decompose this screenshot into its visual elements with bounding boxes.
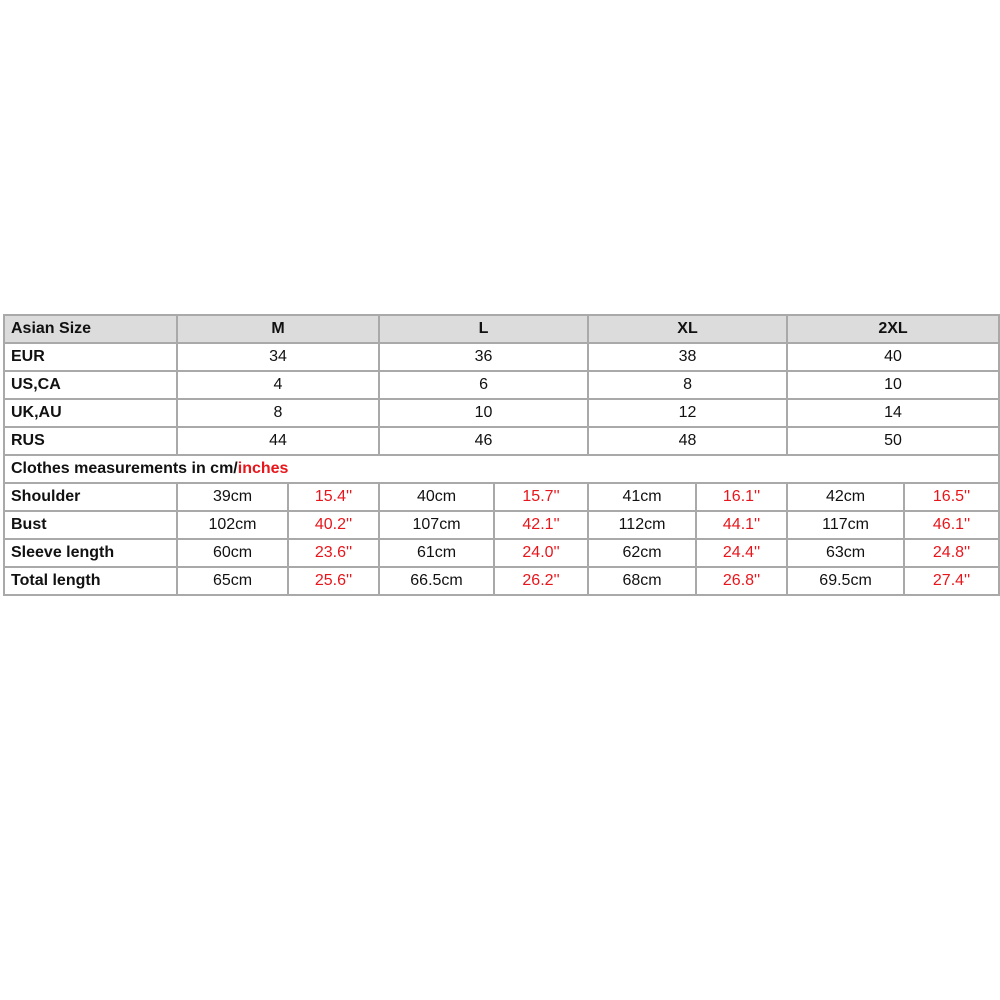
conversion-row <box>4 343 999 371</box>
cell-value: 10 <box>379 399 588 427</box>
cm-value: 102cm <box>177 511 288 539</box>
cell-value: 50 <box>787 427 999 455</box>
cm-value: 68cm <box>588 567 696 595</box>
cell-value: 46 <box>379 427 588 455</box>
row-label: Bust <box>4 511 177 539</box>
cell-value: 6 <box>379 371 588 399</box>
row-label: EUR <box>4 343 177 371</box>
size-header: L <box>379 315 588 343</box>
inch-value: 24.8'' <box>904 539 999 567</box>
row-label: Shoulder <box>4 483 177 511</box>
row-label: US,CA <box>4 371 177 399</box>
row-label: Total length <box>4 567 177 595</box>
cell-value: 8 <box>588 371 787 399</box>
cm-value: 65cm <box>177 567 288 595</box>
row-label: RUS <box>4 427 177 455</box>
cm-value: 69.5cm <box>787 567 904 595</box>
cell-value: 40 <box>787 343 999 371</box>
size-header: 2XL <box>787 315 999 343</box>
inch-value: 16.1'' <box>696 483 787 511</box>
cell-value: 36 <box>379 343 588 371</box>
row-label: UK,AU <box>4 399 177 427</box>
header-row <box>4 315 999 343</box>
cell-value: 8 <box>177 399 379 427</box>
cm-value: 112cm <box>588 511 696 539</box>
cm-value: 60cm <box>177 539 288 567</box>
conversion-row <box>4 399 999 427</box>
inch-value: 44.1'' <box>696 511 787 539</box>
measurement-row <box>4 567 999 595</box>
inch-value: 25.6'' <box>288 567 379 595</box>
cm-value: 107cm <box>379 511 494 539</box>
cm-value: 117cm <box>787 511 904 539</box>
row-label: Sleeve length <box>4 539 177 567</box>
header-label: Asian Size <box>4 315 177 343</box>
conversion-row <box>4 371 999 399</box>
inch-value: 24.4'' <box>696 539 787 567</box>
measurement-row <box>4 483 999 511</box>
inch-value: 24.0'' <box>494 539 588 567</box>
cm-value: 41cm <box>588 483 696 511</box>
inch-value: 46.1'' <box>904 511 999 539</box>
inch-value: 15.4'' <box>288 483 379 511</box>
cell-value: 34 <box>177 343 379 371</box>
inch-value: 23.6'' <box>288 539 379 567</box>
measurement-row <box>4 511 999 539</box>
cm-value: 66.5cm <box>379 567 494 595</box>
size-chart-table <box>3 314 1000 596</box>
cell-value: 38 <box>588 343 787 371</box>
cell-value: 48 <box>588 427 787 455</box>
size-header: XL <box>588 315 787 343</box>
inch-value: 26.2'' <box>494 567 588 595</box>
inch-value: 27.4'' <box>904 567 999 595</box>
section-row <box>4 455 999 483</box>
cm-value: 63cm <box>787 539 904 567</box>
inch-value: 40.2'' <box>288 511 379 539</box>
inch-value: 16.5'' <box>904 483 999 511</box>
inch-value: 26.8'' <box>696 567 787 595</box>
cell-value: 44 <box>177 427 379 455</box>
cell-value: 14 <box>787 399 999 427</box>
cm-value: 61cm <box>379 539 494 567</box>
section-title-highlight: inches <box>237 460 289 477</box>
cell-value: 12 <box>588 399 787 427</box>
cm-value: 39cm <box>177 483 288 511</box>
section-title <box>4 455 999 483</box>
conversion-row <box>4 427 999 455</box>
cm-value: 62cm <box>588 539 696 567</box>
inch-value: 15.7'' <box>494 483 588 511</box>
cell-value: 4 <box>177 371 379 399</box>
measurement-row <box>4 539 999 567</box>
section-title-prefix: Clothes measurements in cm/ <box>11 460 238 477</box>
size-header: M <box>177 315 379 343</box>
inch-value: 42.1'' <box>494 511 588 539</box>
cell-value: 10 <box>787 371 999 399</box>
cm-value: 42cm <box>787 483 904 511</box>
cm-value: 40cm <box>379 483 494 511</box>
